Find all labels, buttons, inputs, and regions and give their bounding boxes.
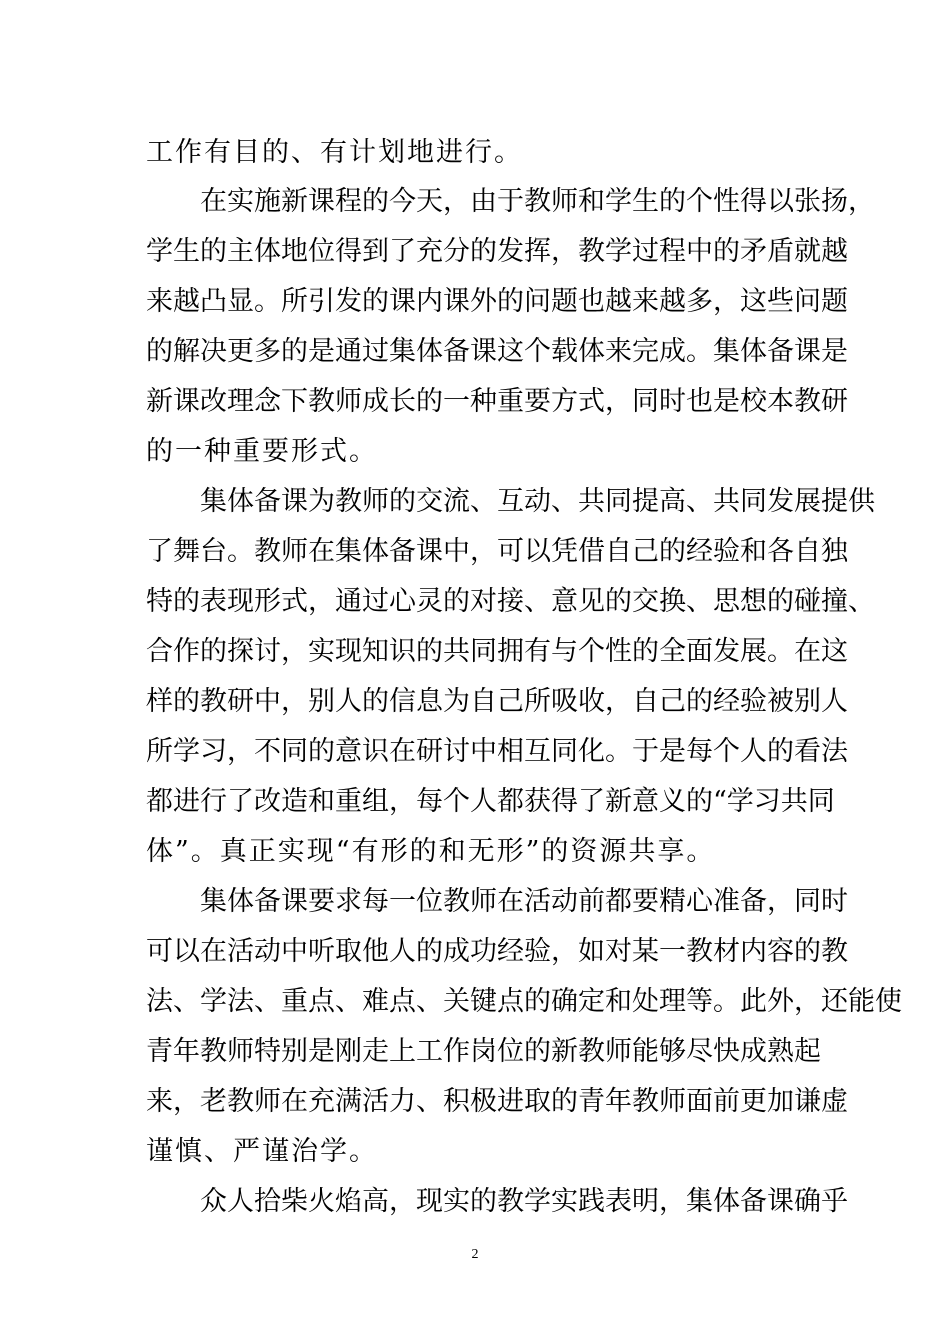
paragraph-first-line: 集体备课为教师的交流、互动、共同提高、共同发展提供 xyxy=(200,486,875,517)
text-line: 特的表现形式，通过心灵的对接、意见的交换、思想的碰撞、 xyxy=(146,586,875,617)
text-line: 的解决更多的是通过集体备课这个载体来完成。集体备课是 xyxy=(146,336,848,367)
text-line: 体”。真正实现“有形的和无形”的资源共享。 xyxy=(146,836,716,867)
text-line: 法、学法、重点、难点、关键点的确定和处理等。此外，还能使 xyxy=(146,986,902,1017)
text-line: 来，老教师在充满活力、积极进取的青年教师面前更加谦虚 xyxy=(146,1086,848,1117)
text-line: 合作的探讨，实现知识的共同拥有与个性的全面发展。在这 xyxy=(146,636,848,667)
text-line: 学生的主体地位得到了充分的发挥，教学过程中的矛盾就越 xyxy=(146,236,848,267)
text-line: 所学习，不同的意识在研讨中相互同化。于是每个人的看法 xyxy=(146,736,848,767)
text-line: 新课改理念下教师成长的一种重要方式，同时也是校本教研 xyxy=(146,386,848,417)
paragraph-first-line: 众人拾柴火焰高，现实的教学实践表明，集体备课确乎 xyxy=(200,1186,848,1217)
text-line: 工作有目的、有计划地进行。 xyxy=(146,137,523,168)
text-line: 都进行了改造和重组，每个人都获得了新意义的“学习共同 xyxy=(146,786,835,817)
paragraph-first-line: 在实施新课程的今天，由于教师和学生的个性得以张扬， xyxy=(200,186,875,217)
text-line: 的一种重要形式。 xyxy=(146,436,378,467)
text-line: 了舞台。教师在集体备课中，可以凭借自己的经验和各自独 xyxy=(146,536,848,567)
text-line: 样的教研中，别人的信息为自己所吸收，自己的经验被别人 xyxy=(146,686,848,717)
text-line: 来越凸显。所引发的课内课外的问题也越来越多，这些问题 xyxy=(146,286,848,317)
text-line: 青年教师特别是刚走上工作岗位的新教师能够尽快成熟起 xyxy=(146,1036,821,1067)
text-line: 谨慎、严谨治学。 xyxy=(146,1136,378,1167)
page-number: 2 xyxy=(471,1247,479,1262)
paragraph-first-line: 集体备课要求每一位教师在活动前都要精心准备，同时 xyxy=(200,886,848,917)
text-line: 可以在活动中听取他人的成功经验，如对某一教材内容的教 xyxy=(146,936,848,967)
